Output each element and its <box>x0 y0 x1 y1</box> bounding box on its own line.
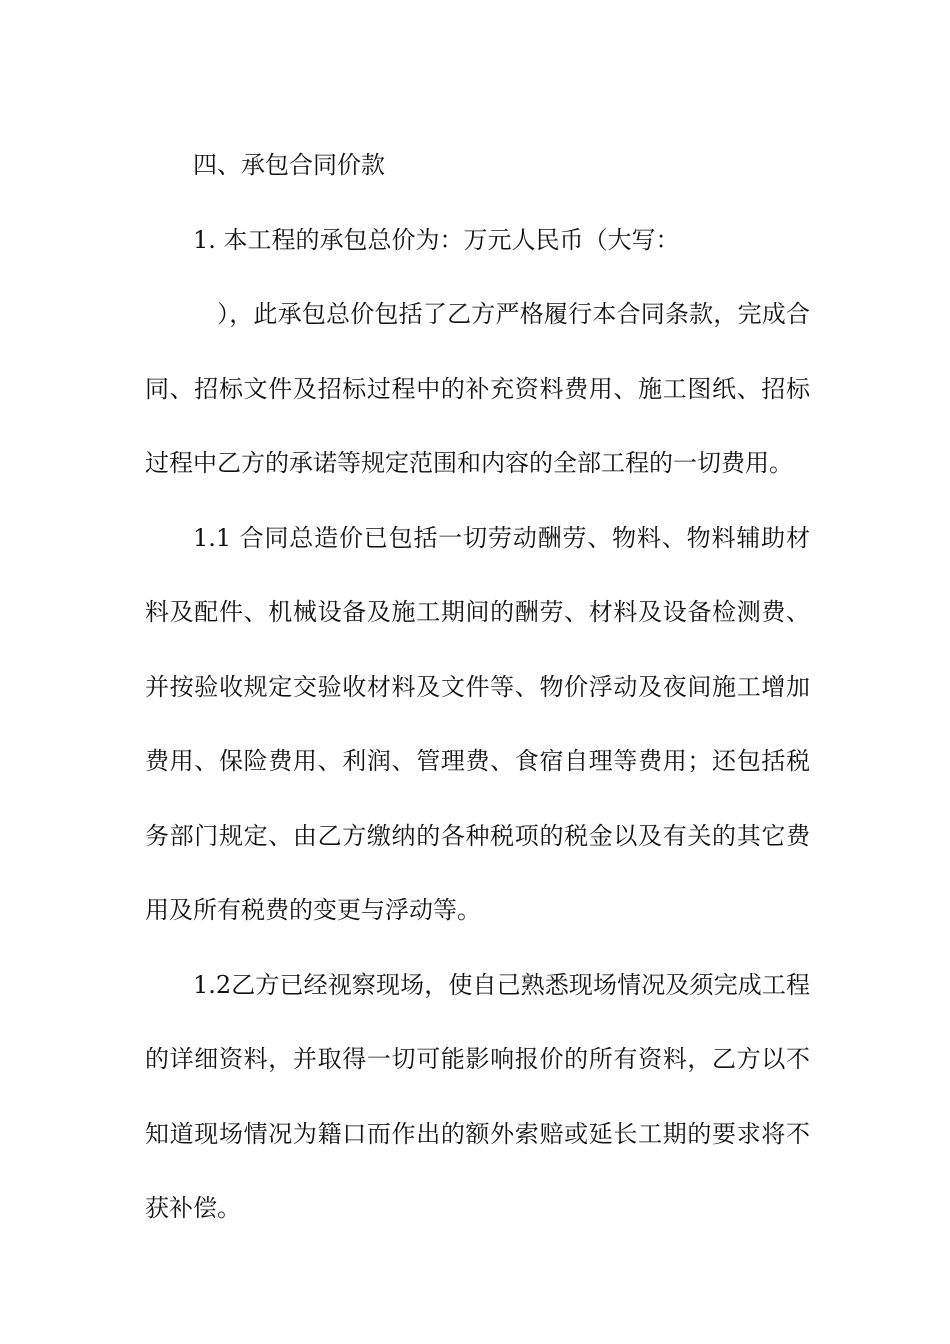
paragraph-contract-price: 1. 本工程的承包总价为：万元人民币（大写： <box>193 225 680 254</box>
paragraph-price-scope: ），此承包总价包括了乙方严格履行本合同条款，完成合同、招标文件及招标过程中的补充资料费用、施工图纸、招标过程中乙方的承诺等规定范围和内容的全部工程的一切费用。 <box>145 300 810 477</box>
section-heading: 四、承包合同价款 <box>193 151 385 179</box>
contract-body <box>145 128 810 1246</box>
paragraph-1-1: 1.1 合同总造价已包括一切劳动酬劳、物料、物料辅助材料及配件、机械设备及施工期间的酬劳、材料及设备检测费、并按验收规定交验收材料及文件等、物价浮动及夜间施工增加费用、保险费用、利润、管理费、食宿自理等费用；还包括税务部门规定、由乙方缴纳的各种税项的税金以及有关的其它费用及所有税费的变更与浮动等。 <box>145 523 810 924</box>
paragraph-1-2: 1.2乙方已经视察现场，使自己熟悉现场情况及须完成工程的详细资料，并取得一切可能影响报价的所有资料，乙方以不知道现场情况为籍口而作出的额外索赔或延长工期的要求将不获补偿。 <box>145 970 810 1222</box>
